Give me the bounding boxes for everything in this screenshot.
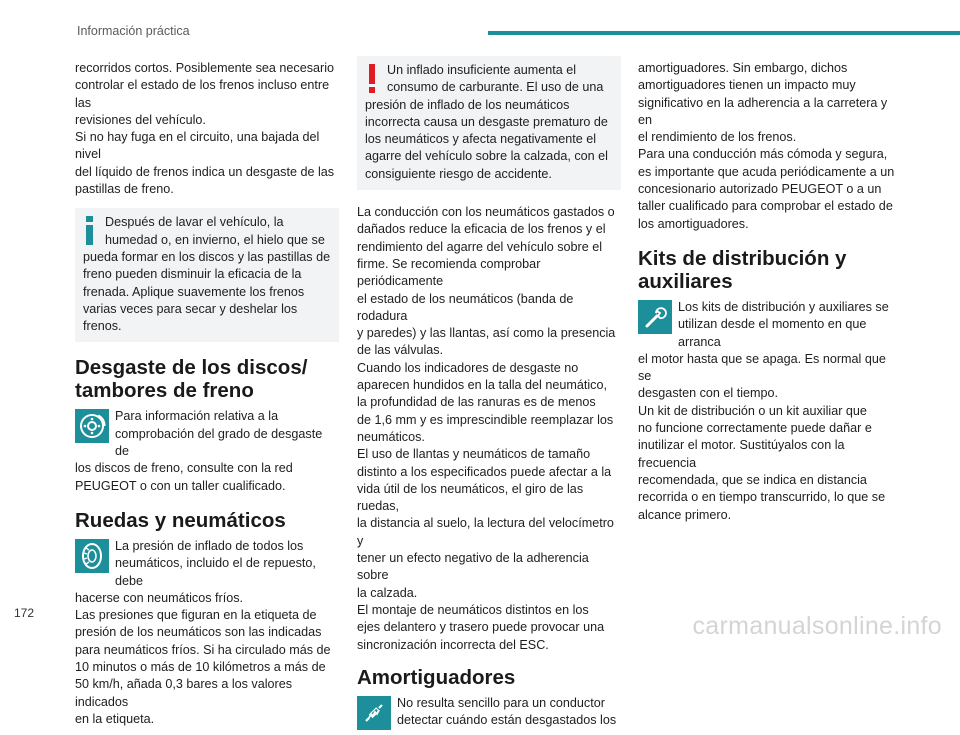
info-note <box>75 208 339 342</box>
brake-disc-text: Para información relativa a la comprobación del grado de desgaste de los discos de freno, consulte con la red PEUGEOT o con un taller cualificado. <box>75 409 323 493</box>
warning-note <box>357 56 621 190</box>
warning-icon <box>367 64 377 94</box>
column-1 <box>75 60 339 734</box>
column-2 <box>357 60 621 735</box>
wheels-tyres-text: La presión de inflado de todos los neumáticos, incluido el de repuesto, debe hacerse con neumáticos fríos. Las presiones que figuran en la etiqueta de presión de los neumáticos son las indicadas para neumáticos fríos. Si ha circulado más de 10 minutos o más de 10 kilómetros a más de 50 km/h, añada 0,3 bares a los valores indicados en la etiqueta. <box>75 538 331 726</box>
section-title: Información práctica <box>77 24 190 38</box>
warning-note-text: Un inflado insuficiente aumenta el consumo de carburante. El uso de una presión de inflado de los neumáticos incorrecta causa un desgaste prematuro de los neumáticos y afecta negativamente el agarre del vehículo sobre la calzada, con el consiguiente riesgo de accidente. <box>365 63 608 181</box>
page-number: 172 <box>14 606 35 620</box>
shock-absorbers-text: No resulta sencillo para un conductor detectar cuándo están desgastados los <box>397 695 617 728</box>
header-accent-bar <box>488 31 960 35</box>
column-3 <box>638 60 902 530</box>
heading-shock-absorbers: Amortiguadores <box>357 665 516 689</box>
distribution-kits-text: Los kits de distribución y auxiliares se utilizan desde el momento en que arranca el motor hasta que se apaga. Es normal que se desgasten con el tiempo. Un kit de distribución o un kit auxiliar que no funcione correctamente puede dañar e inutilizar el motor. Sustitúyalos con la frecuencia recomendada, que se indica en distancia recorrida o en tiempo transcurrido, lo que se alcance primero. <box>638 299 889 522</box>
shock-absorber-icon <box>357 696 391 730</box>
info-icon <box>85 216 95 246</box>
tyre-condition-text: La conducción con los neumáticos gastados o dañados reduce la eficacia de los frenos y el rendimiento del agarre del vehículo sobre el firme. Se recomienda comprobar periódicamente el estado de los neumáticos (banda de rodadura y paredes) y las llantas, así como la presencia de las válvulas. Cuando los indicadores de desgaste no aparecen hundidos en la talla del neumático, la profundidad de las ranuras es de menos de 1,6 mm y es imprescindible reemplazar los neumáticos. El uso de llantas y neumáticos de tamaño distinto a los especificados puede afectar a la vida útil de los neumáticos, el giro de las ruedas, la distancia al suelo, la lectura del velocímetro y tener un efecto negativo de la adherencia sobre la calzada. El montaje de neumáticos distintos en los ejes delantero y trasero puede provocar una sincronización incorrecta del ESC. <box>357 205 616 652</box>
brakes-intro-text: recorridos cortos. Posiblemente sea necesario controlar el estado de los frenos incluso entre las revisiones del vehículo. Si no hay fuga en el circuito, una bajada del nivel del líquido de frenos indica un desgaste de las pastillas de freno. <box>75 61 335 197</box>
heading-brake-disc-wear: Desgaste de los discos/ tambores de freno <box>75 356 308 403</box>
heading-wheels-tyres: Ruedas y neumáticos <box>75 508 286 532</box>
tire-icon <box>75 539 109 573</box>
brake-disc-icon <box>75 409 109 443</box>
shock-absorbers-continued-text: amortiguadores. Sin embargo, dichos amortiguadores tienen un impacto muy significativo en la adherencia a la carretera y en el rendimiento de los frenos. Para una conducción más cómoda y segura, es importante que acuda periódicamente a un concesionario autorizado PEUGEOT o a un taller cualificado para comprobar el estado de los amortiguadores. <box>638 61 895 231</box>
info-note-text: Después de lavar el vehículo, la humedad o, en invierno, el hielo que se pueda formar en los discos y las pastillas de freno pueden disminuir la eficacia de la frenada. Aplique suavemente los frenos varias veces para secar y deshelar los frenos. <box>83 215 331 334</box>
watermark: carmanualsonline.info <box>692 612 942 640</box>
wrench-icon <box>638 300 672 334</box>
heading-distribution-kits: Kits de distribución y auxiliares <box>638 246 847 293</box>
